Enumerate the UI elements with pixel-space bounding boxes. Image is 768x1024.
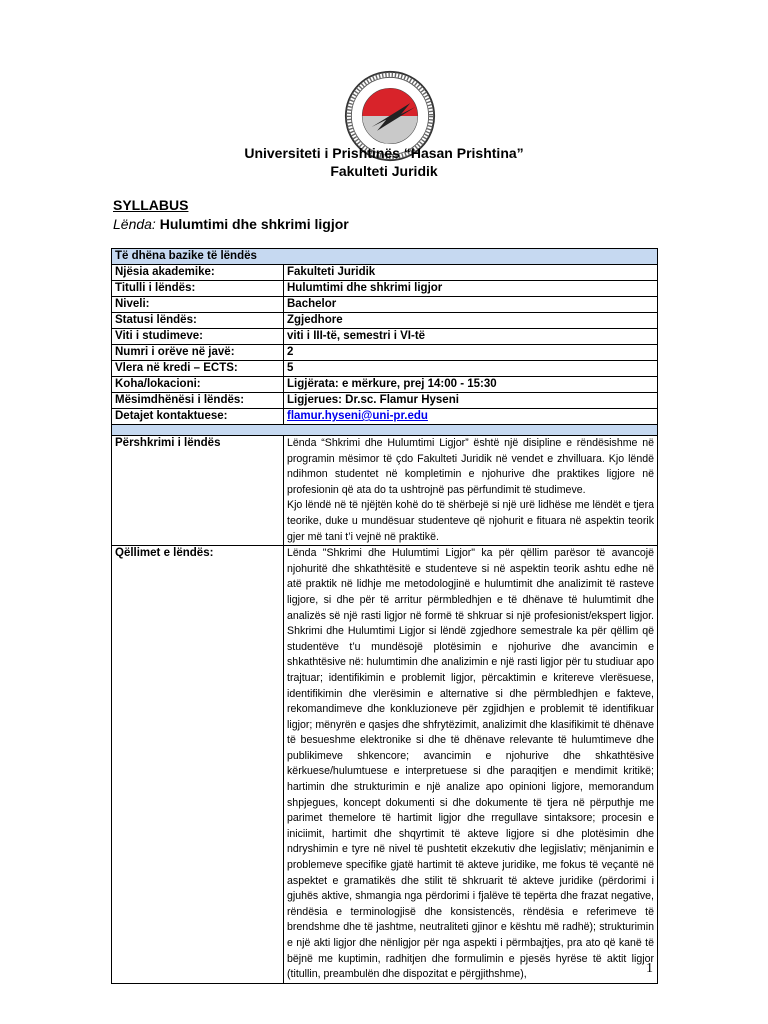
contact-email-link[interactable]: flamur.hyseni@uni-pr.edu [287, 410, 428, 422]
table-row [112, 436, 658, 546]
row-value: Bachelor [284, 297, 658, 313]
course-label: Lënda: [113, 216, 156, 232]
table-row [112, 377, 658, 393]
row-value: Ligjerues: Dr.sc. Flamur Hyseni [284, 393, 658, 409]
row-key: Niveli: [112, 297, 284, 313]
description-key: Përshkrimi i lëndës [112, 436, 284, 546]
goals-key: Qëllimet e lëndës: [112, 546, 284, 984]
table-row [112, 297, 658, 313]
row-key: Koha/lokacioni: [112, 377, 284, 393]
row-value: viti i III-të, semestri i VI-të [284, 329, 658, 345]
row-value: Fakulteti Juridik [284, 265, 658, 281]
row-value: Hulumtimi dhe shkrimi ligjor [284, 281, 658, 297]
table-row [112, 265, 658, 281]
row-key: Njësia akademike: [112, 265, 284, 281]
table-section-title: Të dhëna bazike të lëndës [112, 249, 658, 265]
table-row [112, 345, 658, 361]
row-value: Zgjedhore [284, 313, 658, 329]
description-paragraph: Lënda “Shkrimi dhe Hulumtimi Ligjor” është një disipline e rëndësishme në programin mësimor të çdo Fakulteti Juridik në vendet e zhvilluara. Kjo lëndë ndihmon studentet në kompletimin e njohurive dhe praktikes ligjore në profesionin që ata do ta ushtrojnë pas përfundimit të studimeve. [287, 437, 654, 496]
row-key: Vlera në kredi – ECTS: [112, 361, 284, 377]
row-value: 5 [284, 361, 658, 377]
table-row [112, 281, 658, 297]
page-number: 1 [646, 961, 653, 976]
row-key: Detajet kontaktuese: [112, 409, 284, 425]
row-key: Numri i orëve në javë: [112, 345, 284, 361]
table-row [112, 409, 658, 425]
table-row [112, 329, 658, 345]
row-value [284, 409, 658, 425]
description-text [284, 436, 658, 546]
row-value: 2 [284, 345, 658, 361]
table-row [112, 393, 658, 409]
university-name: Universiteti i Prishtinës “Hasan Prishtina” [244, 145, 524, 161]
table-spacer [112, 425, 658, 436]
description-paragraph: Kjo lëndë në të njëjtën kohë do të shërbejë si një urë lidhëse me lëndët e tjera teorike, duke u mundësuar studenteve që njohurit e fituara në aspektin teorik gjer më tani t’i vejnë në praktikë. [287, 499, 654, 543]
row-key: Titulli i lëndës: [112, 281, 284, 297]
goals-text: Lënda "Shkrimi dhe Hulumtimi Ligjor" ka për qëllim parësor të avancojë njohuritë dhe shkathtësitë e studenteve si në aspektin teorik ashtu edhe në atë praktik në lidhje me metodologjinë e hulumtimit dhe analizimit të rasteve ligjore, si dhe për të arritur përmbledhjen e të dhënave të hulumtimit dhe analizës së një rasti ligjor në formë të shkruar si një profesionist/ekspert ligjor. Shkrimi dhe Hulumtimi Ligjor si lëndë zgjedhore semestrale ka për qëllim që studentëve t’u mundësojë plotësimin e njohurive dhe avancimin e shkathtësive në: hulumtimin dhe analizimin e një rasti ligjor për tu studiuar apo trajtuar; identifikimin e problemit ligjor, përcaktimin e kritereve vlerësuese, identifikimin dhe vlerësimin e alternative si dhe përmbledhjen e fakteve, rekomandimeve dhe konkluzioneve për zgjidhjen e problemit të identifikuar ligjor; mënyrën e qasjes dhe shfrytëzimit, analizimit dhe klasifikimit të dhënave të besueshme elektronike si dhe të dhënave relevante të hulumtimeve dhe publikimeve shkencore; avancimin e njohurive dhe shkathtësive kërkuese/hulumtuese e interpretuese si dhe paraqitjen e mendimit kritikë; hartimin dhe strukturimin e një analize apo opinioni ligjore, memorandum shpjegues, koncept dokumenti si dhe dokumente të tjera në përputhje me parimet themelore të hartimit ligjor dhe rregullave sintaksore; procesin e iniciimit, hartimit dhe shqyrtimit të akteve ligjore si dhe plotësimin dhe ndryshimin e tyre në nivel të pushtetit ekzekutiv dhe legjislativ; mënjanimin e problemeve specifike gjatë hartimit të akteve juridike, me fokus të veçantë në aspektet e gramatikës dhe stilit të shkruarit të akteve juridike (përdorimi i gjuhës aktive, shmangia nga përdorimi i fjalëve të tepërta dhe frazat negative, rëndësia e terminologjisë dhe konsistencës, rëndësia e referimeve të brendshme dhe të jashtme, neutraliteti gjinor e kështu më radhë); strukturimin e një akti ligjor dhe nënligjor për nga aspekti i përmbajtjes, pra ato që kanë të bëjnë me kuptimin, radhitjen dhe formulimin e pjesës hyrëse të aktit ligjor (titullin, preambulën dhe dispozitat e përgjithshme), [284, 546, 658, 984]
course-info-table [111, 248, 658, 984]
row-key: Mësimdhënësi i lëndës: [112, 393, 284, 409]
row-value: Ligjërata: e mërkure, prej 14:00 - 15:30 [284, 377, 658, 393]
faculty-name: Fakulteti Juridik [330, 163, 438, 179]
table-row [112, 313, 658, 329]
table-row [112, 361, 658, 377]
row-key: Statusi lëndës: [112, 313, 284, 329]
course-title: Hulumtimi dhe shkrimi ligjor [159, 216, 349, 232]
syllabus-heading: SYLLABUS [113, 197, 189, 213]
course-line [113, 216, 349, 232]
table-row [112, 546, 658, 984]
row-key: Viti i studimeve: [112, 329, 284, 345]
